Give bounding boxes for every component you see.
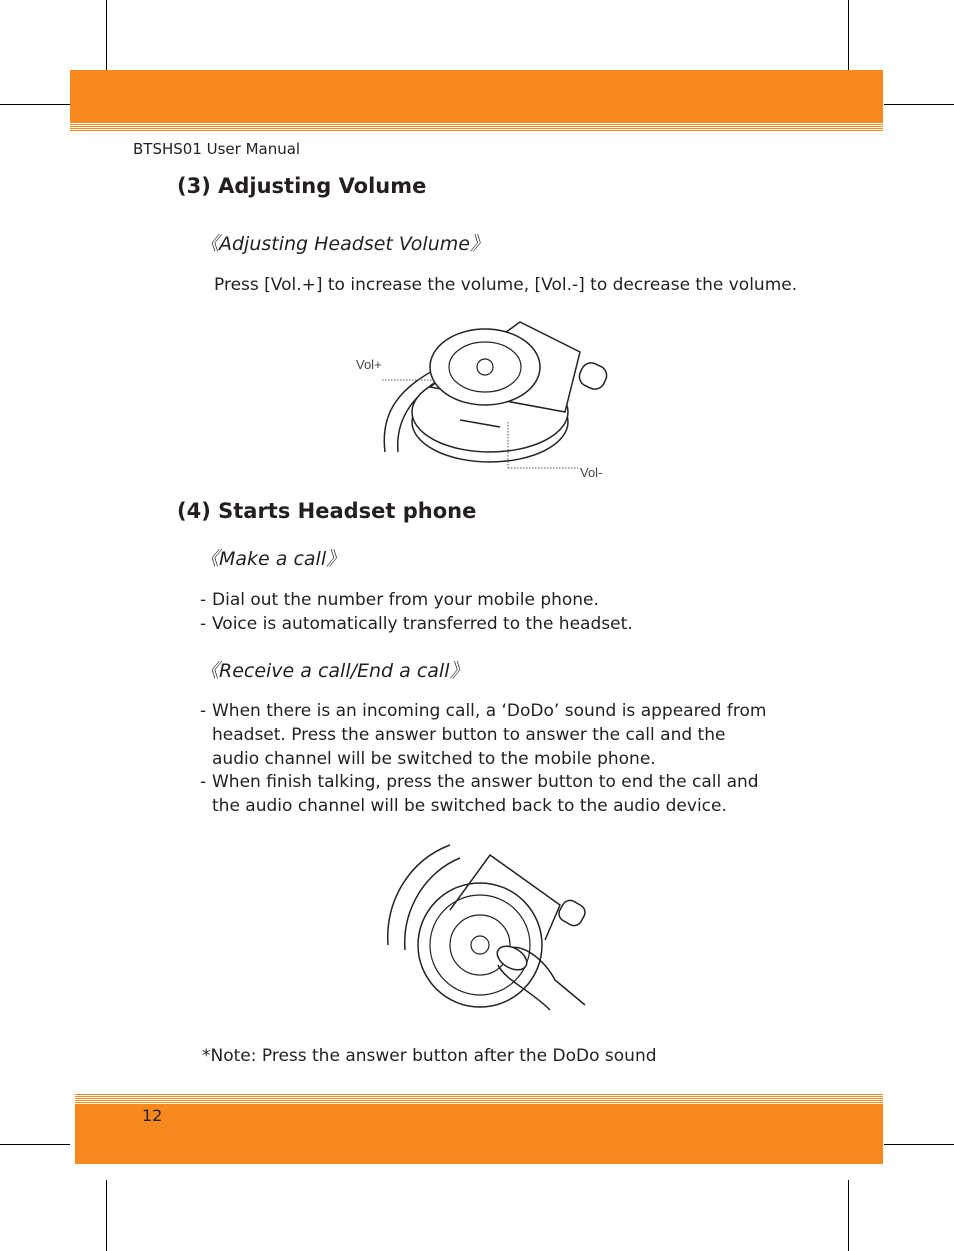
crop-mark: [106, 1180, 107, 1251]
page-number: 12: [142, 1106, 163, 1125]
vol-plus-label: Vol+: [356, 357, 382, 372]
footer-band-stripes: [75, 1094, 883, 1105]
crop-mark: [848, 0, 849, 72]
note-text: *Note: Press the answer button after the DoDo sound: [202, 1046, 657, 1066]
section-heading-phone: (4) Starts Headset phone: [177, 499, 477, 523]
headset-volume-illustration: [340, 312, 630, 487]
section-heading-volume: (3) Adjusting Volume: [177, 174, 427, 198]
crop-mark: [848, 1180, 849, 1251]
crop-mark: [0, 104, 70, 105]
subheading-adjust-volume: 《Adjusting Headset Volume》: [200, 233, 489, 255]
manual-title: BTSHS01 User Manual: [133, 140, 301, 158]
headset-answer-illustration: [380, 840, 595, 1022]
crop-mark: [0, 1144, 70, 1145]
subheading-receive-call: 《Receive a call/End a call》: [200, 660, 469, 682]
crop-mark: [884, 1144, 954, 1145]
subheading-make-call: 《Make a call》: [200, 548, 346, 570]
crop-mark: [884, 104, 954, 105]
volume-instructions: Press [Vol.+] to increase the volume, [Vol.-] to decrease the volume.: [214, 275, 798, 295]
header-band-stripes: [70, 122, 883, 131]
crop-mark: [106, 0, 107, 72]
vol-minus-label: Vol-: [580, 465, 603, 480]
